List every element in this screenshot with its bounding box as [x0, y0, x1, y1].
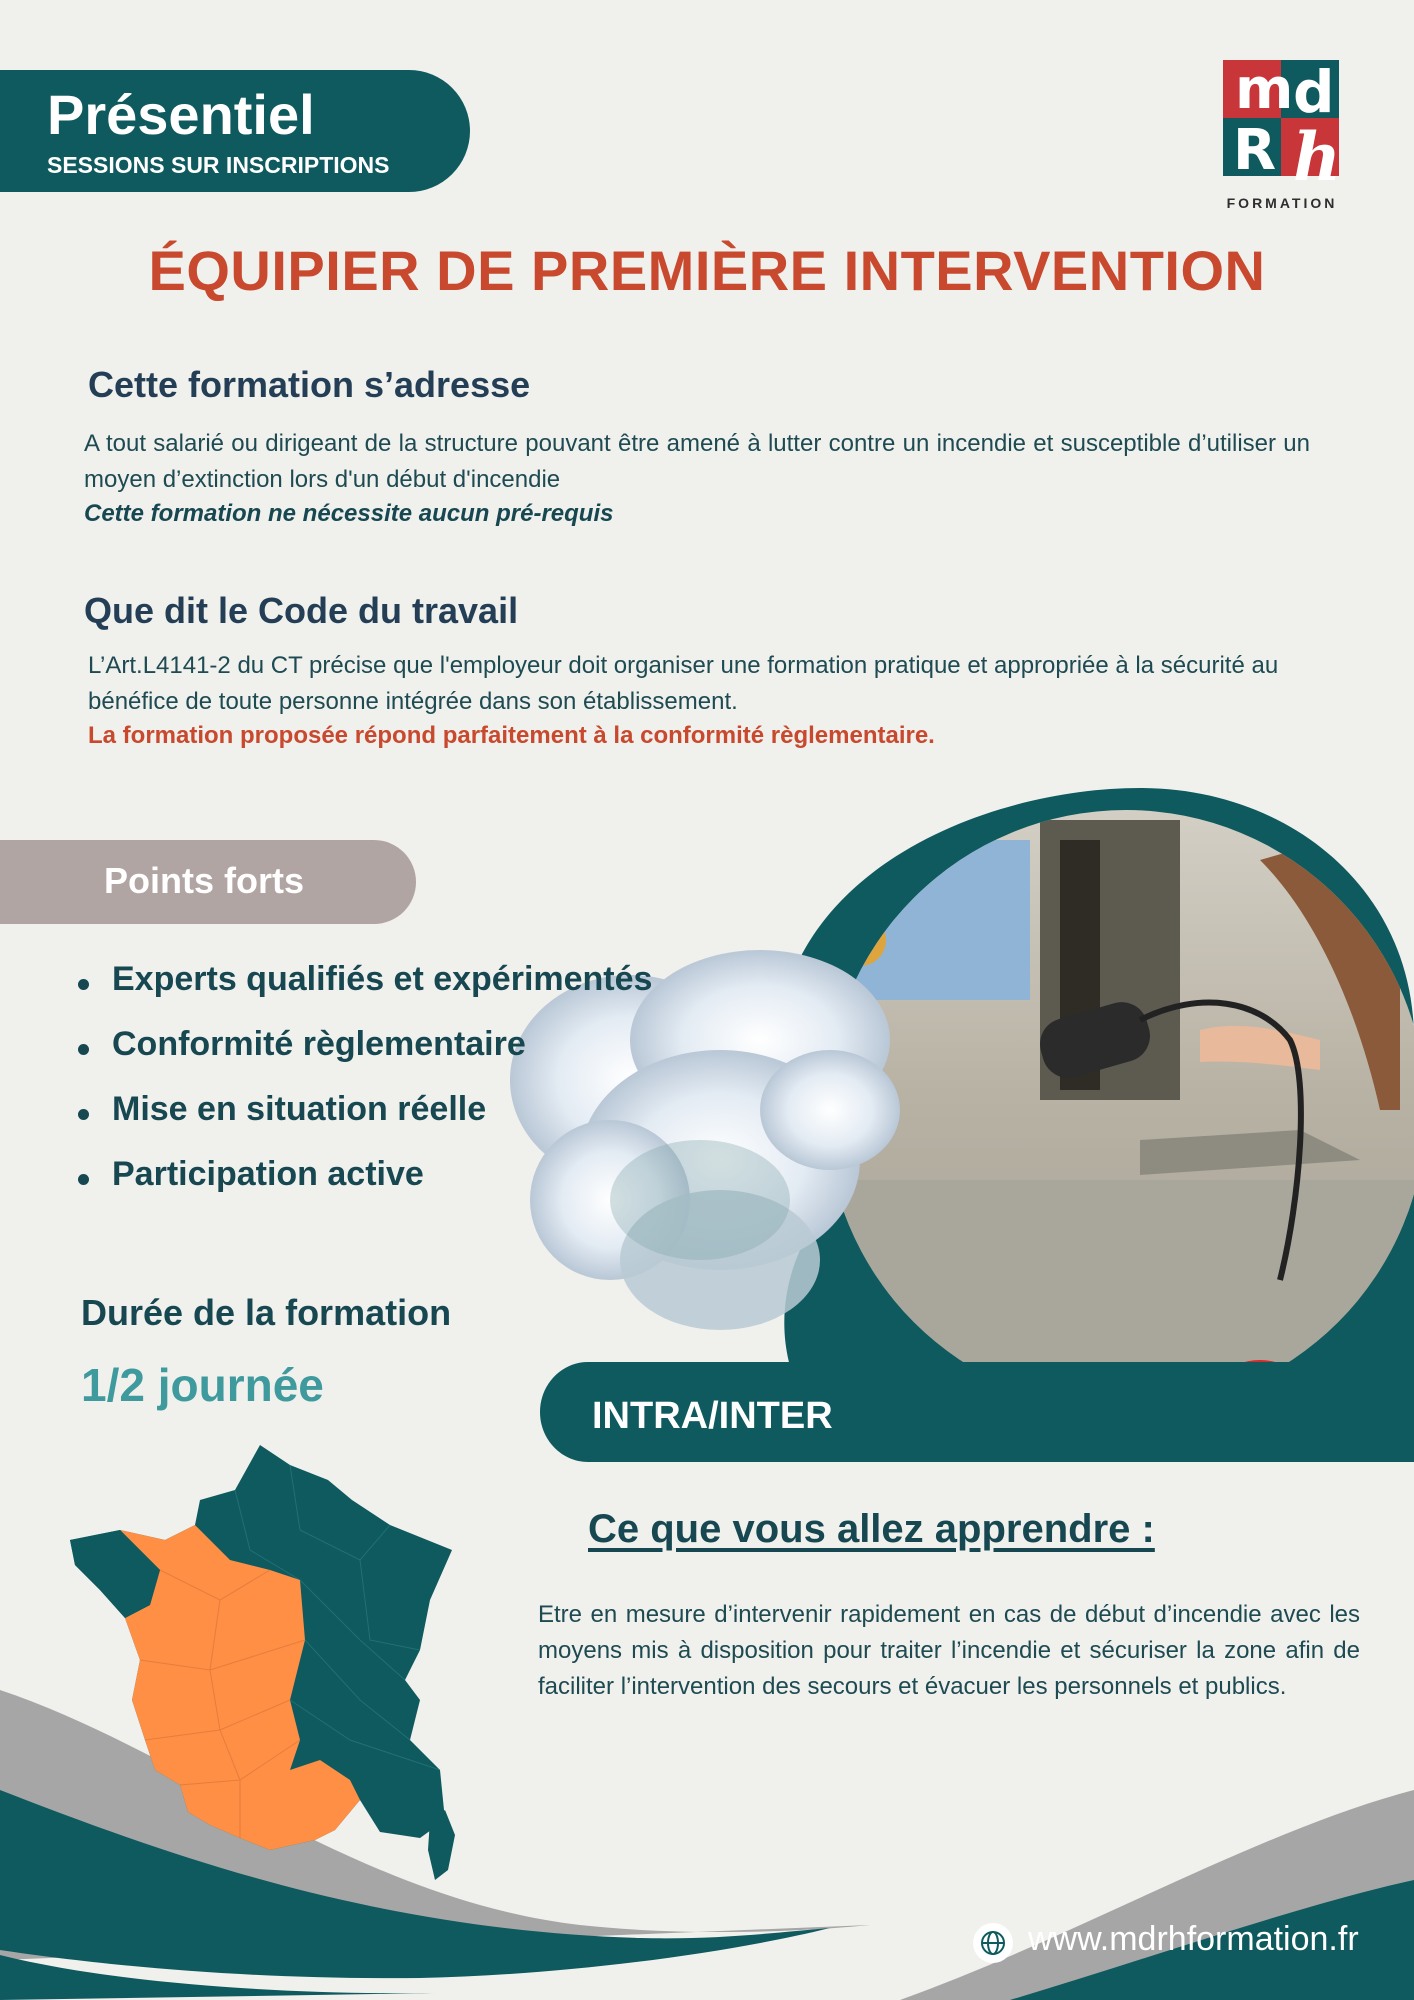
logo-letter-d: d [1293, 58, 1335, 126]
list-item: Participation active [76, 1155, 716, 1220]
code-travail-heading: Que dit le Code du travail [84, 590, 519, 631]
audience-text: A tout salarié ou dirigeant de la structure pouvant être amené à lutter contre un incendie et susceptible d’utiliser un moyen d’extinction lors d'un début d'incendie [84, 430, 1310, 493]
code-travail-text: L’Art.L4141-2 du CT précise que l'employeur doit organiser une formation pratique et appropriée à la sécurité au bénéfice de toute personne intégrée dans son établissement. [88, 652, 1279, 715]
logo-caption: FORMATION [1226, 195, 1338, 211]
duree-heading: Durée de la formation [81, 1292, 452, 1333]
points-forts-label: Points forts [104, 860, 305, 901]
format-title: Présentiel [47, 83, 315, 146]
audience-heading: Cette formation s’adresse [88, 364, 531, 405]
logo-letter-h: h [1293, 118, 1341, 196]
duree-value: 1/2 journée [81, 1359, 324, 1411]
logo-letter-r: R [1233, 118, 1277, 183]
format-subtitle: SESSIONS SUR INSCRIPTIONS [47, 152, 390, 178]
list-item: Mise en situation réelle [76, 1090, 716, 1155]
format-banner [0, 70, 470, 192]
logo-letter-m: m [1235, 57, 1294, 122]
prerequisite-note: Cette formation ne nécessite aucun pré-requis [84, 500, 614, 527]
apprendre-text: Etre en mesure d’intervenir rapidement en cas de début d’incendie avec les moyens mis à disposition pour traiter l’incendie et sécuriser la zone afin de faciliter l’intervention des secours et évacuer les personnels et publics. [538, 1601, 1360, 1700]
compliance-highlight: La formation proposée répond parfaitement à la conformité règlementaire. [88, 722, 935, 749]
points-forts-list [76, 960, 716, 1220]
france-map [60, 1440, 460, 1890]
website-link[interactable]: www.mdrhformation.fr [1028, 1920, 1359, 1958]
modalite-label: INTRA/INTER [592, 1395, 833, 1437]
mdrh-logo [1205, 52, 1365, 212]
points-forts-banner [0, 840, 416, 924]
list-item: Experts qualifiés et expérimentés [76, 960, 716, 1025]
globe-icon [972, 1922, 1014, 1964]
page-title: ÉQUIPIER DE PREMIÈRE INTERVENTION [148, 239, 1266, 302]
apprendre-heading: Ce que vous allez apprendre : [588, 1507, 1155, 1551]
list-item: Conformité règlementaire [76, 1025, 716, 1090]
